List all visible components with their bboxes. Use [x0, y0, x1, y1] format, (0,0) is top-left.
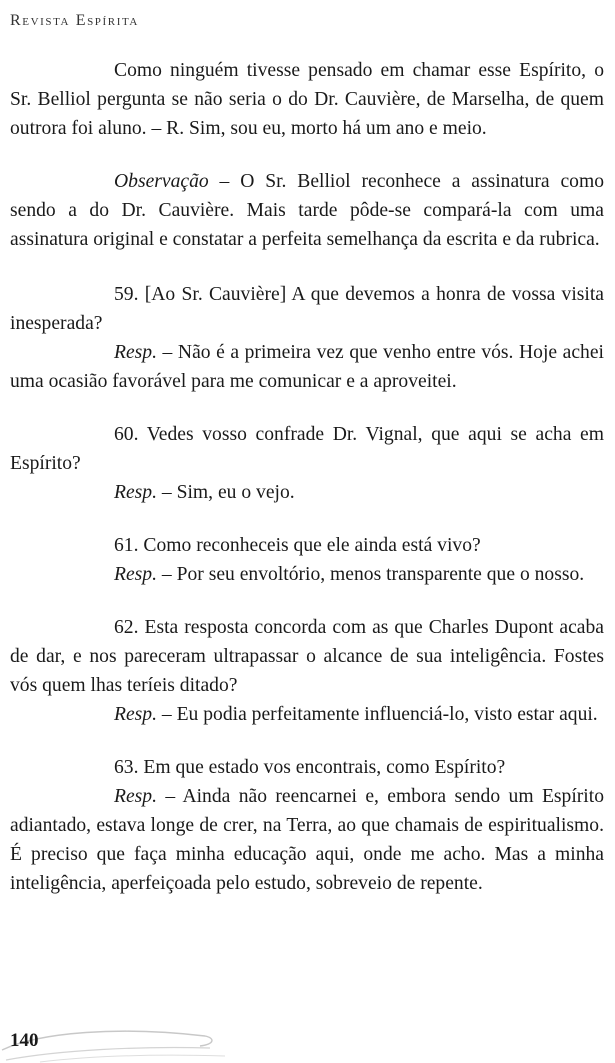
page-body	[10, 56, 604, 898]
answer-text: – Sim, eu o vejo.	[157, 482, 295, 503]
answer-text: – Ainda não reencarnei e, embora sendo um Espírito adiantado, estava longe de crer, na Terra, ao que chamais de espiritualismo. É preciso que faça minha educação aqui, onde me acho. Mas a minha inteligência, aperfeiçoada pelo estudo, sobreveio de repente.	[10, 786, 604, 894]
answer-62	[10, 700, 604, 729]
paragraph-observation	[10, 167, 604, 254]
question-text: 60. Vedes vosso confrade Dr. Vignal, que aqui se acha em Espírito?	[10, 424, 604, 474]
question-text: 63. Em que estado vos encontrais, como Espírito?	[114, 757, 506, 778]
answer-text: – Eu podia perfeitamente influenciá-lo, visto estar aqui.	[157, 704, 598, 725]
answer-60	[10, 478, 604, 507]
question-text: 62. Esta resposta concorda com as que Charles Dupont acaba de dar, e nos pareceram ultrapassar o alcance de sua inteligência. Fostes vós quem lhas teríeis ditado?	[10, 617, 604, 696]
question-61	[10, 531, 604, 560]
resp-label: Resp.	[114, 482, 157, 503]
question-text: 61. Como reconheceis que ele ainda está vivo?	[114, 535, 481, 556]
answer-59	[10, 338, 604, 396]
paragraph-text: – O Sr. Belliol reconhece a assinatura como sendo a do Dr. Cauvière. Mais tarde pôde-se compará-la com uma assinatura original e constatar a perfeita semelhança da escrita e da rubrica.	[10, 171, 604, 250]
answer-text: – Não é a primeira vez que venho entre vós. Hoje achei uma ocasião favorável para me comunicar e a aproveitei.	[10, 342, 604, 392]
observation-label: Observação	[114, 171, 209, 192]
answer-63	[10, 782, 604, 898]
resp-label: Resp.	[114, 342, 157, 363]
question-60	[10, 420, 604, 478]
resp-label: Resp.	[114, 786, 157, 807]
question-text: 59. [Ao Sr. Cauvière] A que devemos a honra de vossa visita inesperada?	[10, 284, 604, 334]
answer-text: – Por seu envoltório, menos transparente que o nosso.	[157, 564, 585, 585]
question-62	[10, 613, 604, 700]
question-63	[10, 753, 604, 782]
page-number: 140	[10, 1030, 39, 1051]
answer-61	[10, 560, 604, 589]
running-head: Revista Espírita	[10, 12, 139, 29]
paragraph-text: Como ninguém tivesse pensado em chamar esse Espírito, o Sr. Belliol pergunta se não seria o do Dr. Cauvière, de Marselha, de quem outrora foi aluno. – R. Sim, sou eu, morto há um ano e meio.	[10, 60, 604, 139]
resp-label: Resp.	[114, 704, 157, 725]
question-59	[10, 280, 604, 338]
resp-label: Resp.	[114, 564, 157, 585]
paragraph-intro	[10, 56, 604, 143]
